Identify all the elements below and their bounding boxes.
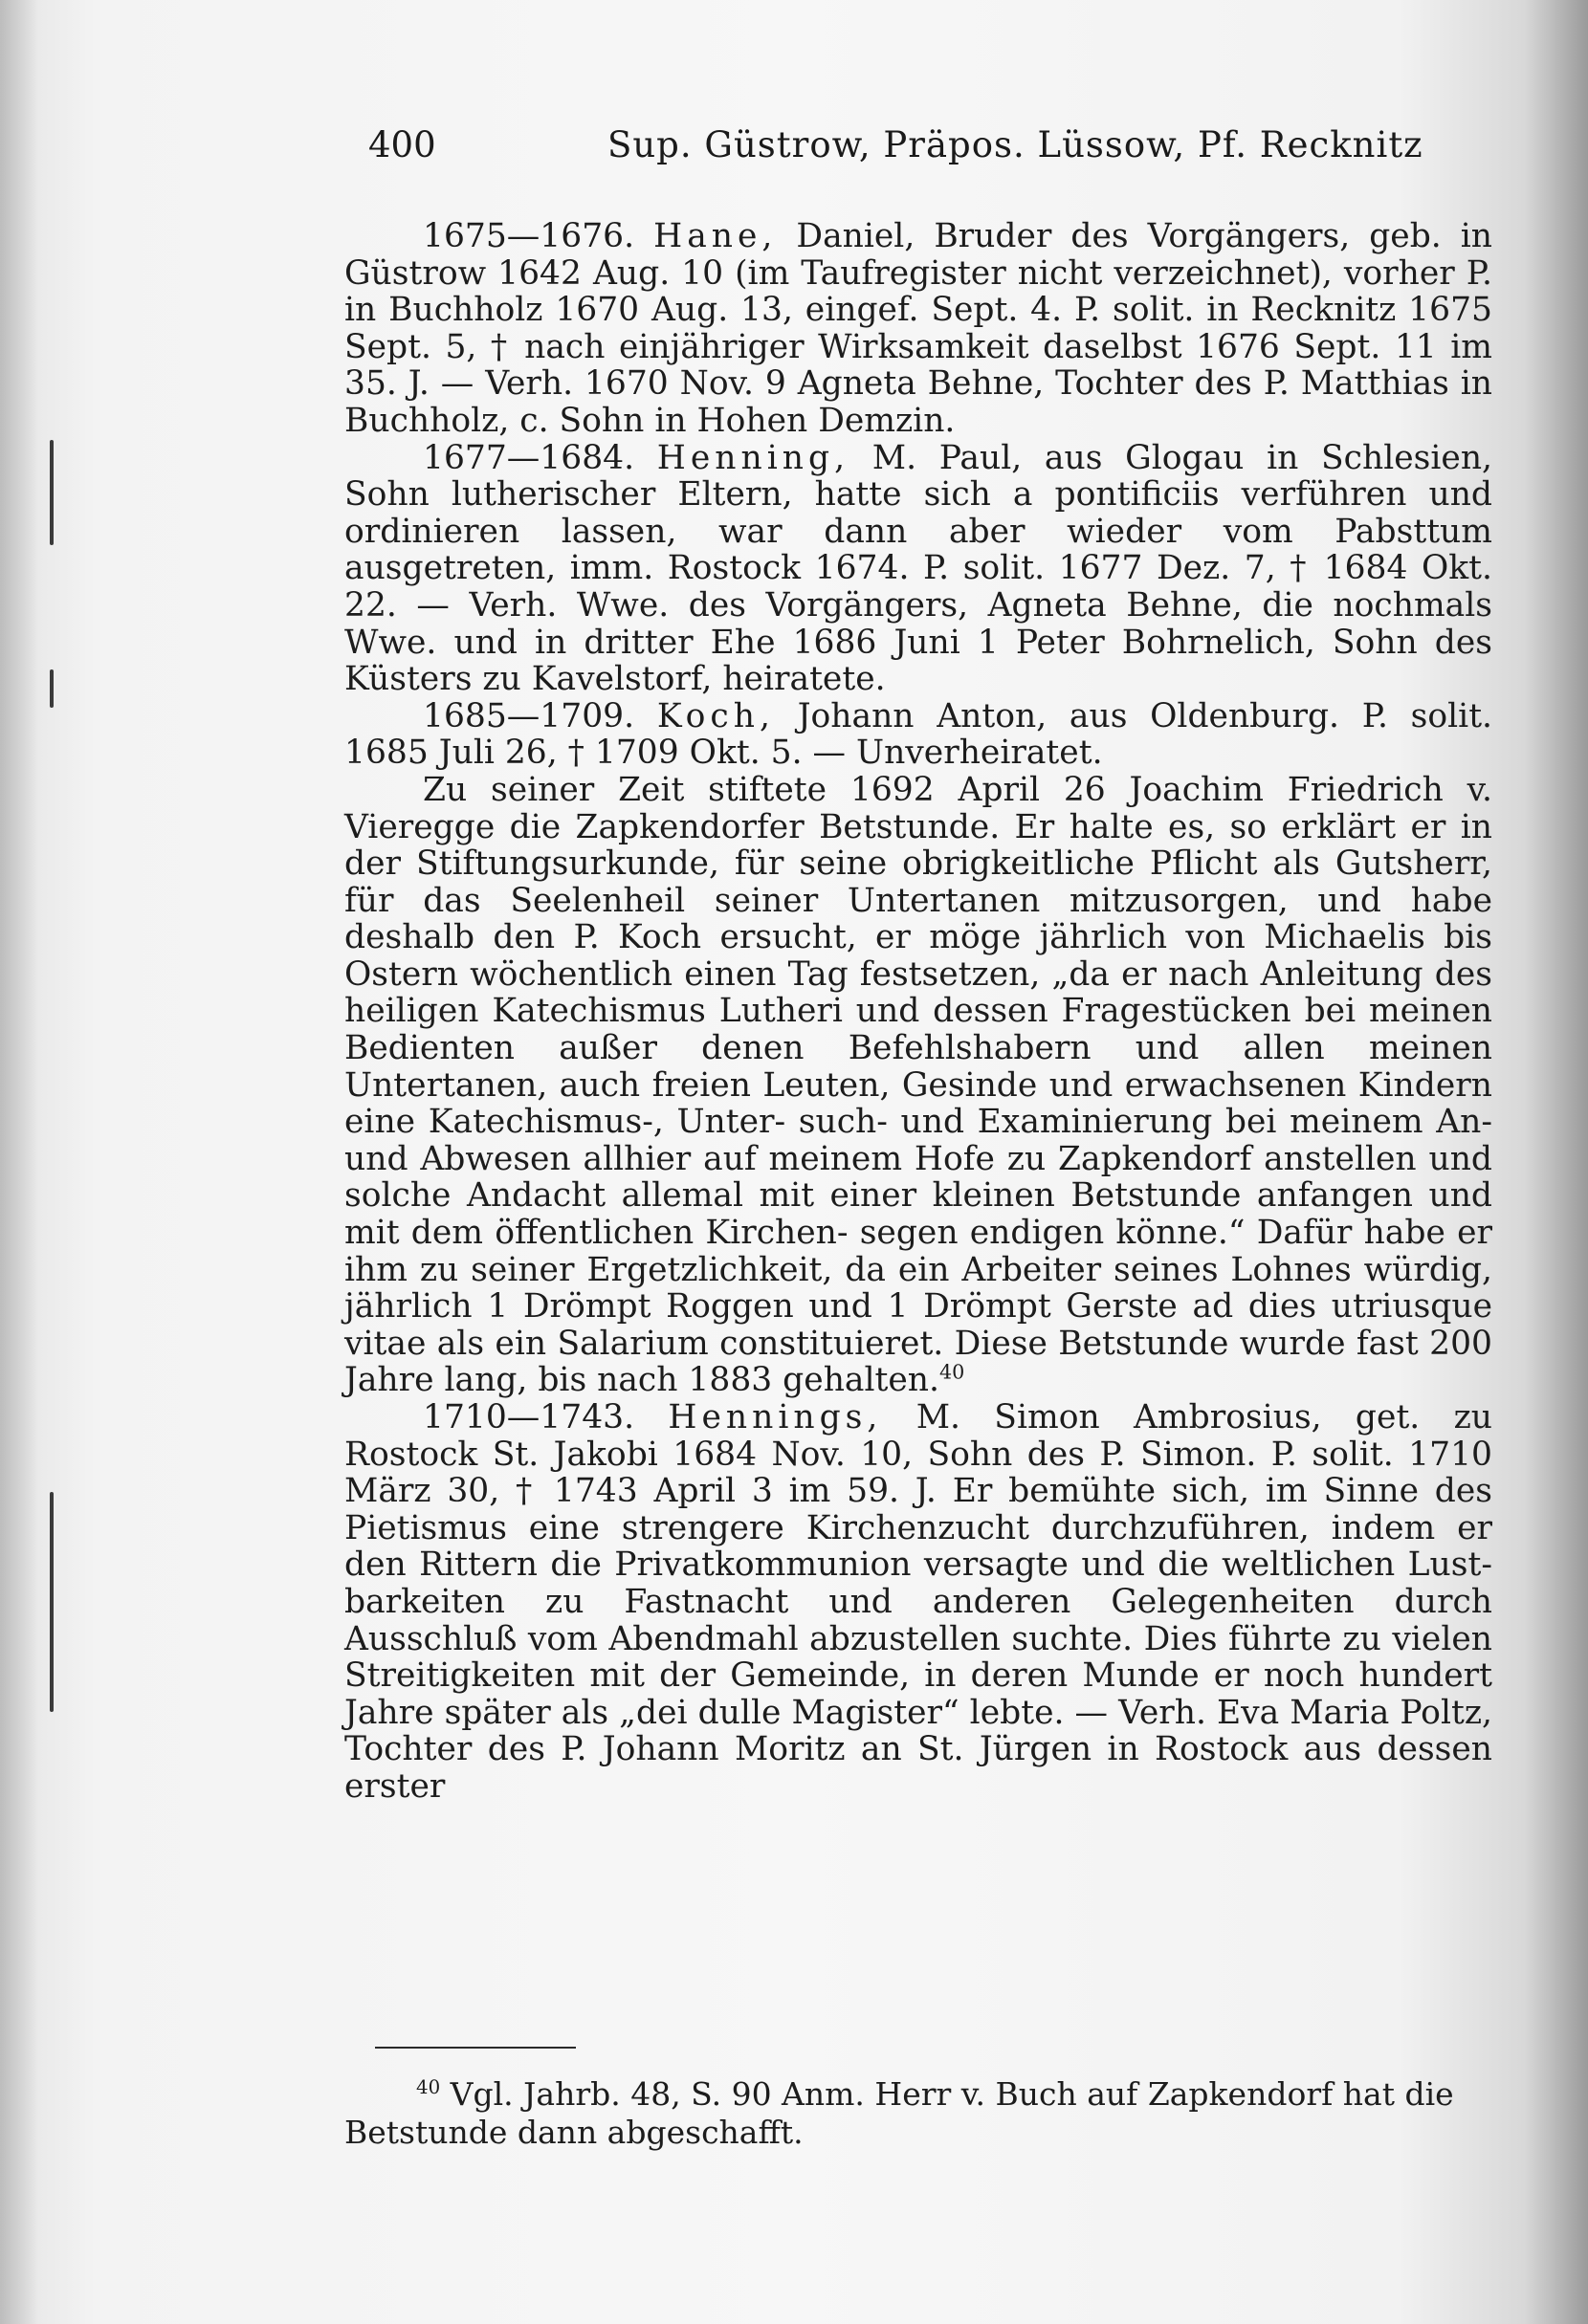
entry-paragraph xyxy=(344,1399,1492,1806)
entries-body xyxy=(344,218,1492,1806)
entry-text: M. Paul, aus Glogau in Schlesien, Sohn lutherischer Eltern, hatte sich a pontificiis verführen und ordinieren lassen, war dann aber wieder vom Pabsttum ausgetreten, imm. Rostock 1674. P. solit. 1677 Dez. 7, † 1684 Okt. 22. — Verh. Wwe. des Vorgängers, Agneta Behne, die nochmals Wwe. und in dritter Ehe 1686 Juni 1 Peter Bohrnelich, Sohn des Küsters zu Kavelstorf, heiratete. xyxy=(344,438,1493,699)
page-edge-mark xyxy=(50,440,54,545)
entry-years: 1685—1709. xyxy=(423,696,635,735)
entry-years: 1710—1743. xyxy=(423,1398,635,1436)
page-edge-mark xyxy=(50,669,54,708)
footnote-ref: 40 xyxy=(938,1360,965,1384)
page-number: 400 xyxy=(368,124,436,165)
entry-years: 1675—1676. xyxy=(423,217,635,255)
footnote xyxy=(344,2075,1492,2152)
entry-name: Hennings, xyxy=(668,1398,883,1436)
entry-paragraph xyxy=(344,772,1492,1399)
entry-text: Daniel, Bruder des Vorgängers, geb. in Güstrow 1642 Aug. 10 (im Taufregister nicht verzeichnet), vorher P. in Buchholz 1670 Aug. 13, eingef. Sept. 4. P. solit. in Recknitz 1675 Sept. 5, † nach einjähriger Wirksamkeit daselbst 1676 Sept. 11 im 35. J. — Verh. 1670 Nov. 9 Agneta Behne, Tochter des P. Matthias in Buchholz, c. Sohn in Hohen Demzin. xyxy=(344,217,1493,440)
entry-paragraph xyxy=(344,698,1492,772)
running-title: Sup. Güstrow, Präpos. Lüssow, Pf. Recknitz xyxy=(607,124,1423,165)
entry-name: Hane, xyxy=(653,217,778,255)
gutter-shadow xyxy=(0,0,38,2324)
page-header xyxy=(368,119,1488,176)
entry-years: 1677—1684. xyxy=(423,438,635,477)
entry-paragraph xyxy=(344,440,1492,698)
entry-paragraph xyxy=(344,218,1492,440)
entry-text: M. Simon Ambrosius, get. zu Rostock St. Jakobi 1684 Nov. 10, Sohn des P. Simon. P. solit. 1710 März 30, † 1743 April 3 im 59. J. Er bemühte sich, im Sinne des Pietismus eine strengere Kirchenzucht durchzuführen, indem er den Rittern die Privatkommunion versagte und die weltlichen Lust- barkeiten zu Fastnacht und anderen Gelegenheiten durch Ausschluß vom Abendmahl abzustellen suchte. Dies führte zu vielen Streitigkeiten mit der Gemeinde, in deren Munde er noch hundert Jahre später als „dei dulle Magister“ lebte. — Verh. Eva Maria Poltz, Tochter des P. Johann Moritz an St. Jürgen in Rostock aus dessen erster xyxy=(344,1398,1492,1806)
entry-text: Johann Anton, aus Oldenburg. P. solit. 1685 Juli 26, † 1709 Okt. 5. — Unverheiratet. xyxy=(344,696,1493,773)
entry-name: Koch, xyxy=(656,696,775,735)
footnote-number: 40 xyxy=(416,2076,441,2098)
page-edge-mark xyxy=(50,1492,54,1712)
footnote-text: Vgl. Jahrb. 48, S. 90 Anm. Herr v. Buch auf Zapkendorf hat die Betstunde dann abgeschafft. xyxy=(344,2075,1454,2151)
footnote-rule xyxy=(375,2047,576,2049)
footnote-paragraph xyxy=(344,2075,1492,2152)
entry-name: Henning, xyxy=(656,438,850,477)
entry-text: Zu seiner Zeit stiftete 1692 April 26 Joachim Friedrich v. Vieregge die Zapkendorfer Betstunde. Er halte es, so erklärt er in der Stiftungsurkunde, für seine obrigkeitliche Pflicht als Gutsherr, für das Seelenheil seiner Untertanen mitzusorgen, und habe deshalb den P. Koch ersucht, er möge jährlich von Michaelis bis Ostern wöchentlich einen Tag festsetzen, „da er nach Anleitung des heiligen Katechismus Lutheri und dessen Fragestücken bei meinen Bedienten außer denen Befehlshabern und allen meinen Untertanen, auch freien Leuten, Gesinde und erwachsenen Kindern eine Katechismus-, Unter- such- und Examinierung bei meinem An- und Abwesen allhier auf meinem Hofe zu Zapkendorf anstellen und solche Andacht allemal mit einer kleinen Betstunde anfangen und mit dem öffentlichen Kirchen- segen endigen könne.“ Dafür habe er ihm zu seiner Ergetzlichkeit, da ein Arbeiter seines Lohnes würdig, jährlich 1 Drömpt Roggen und 1 Drömpt Gerste ad dies utriusque vitae als ein Salarium constituieret. Diese Betstunde wurde fast 200 Jahre lang, bis nach 1883 gehalten. xyxy=(344,770,1492,1400)
